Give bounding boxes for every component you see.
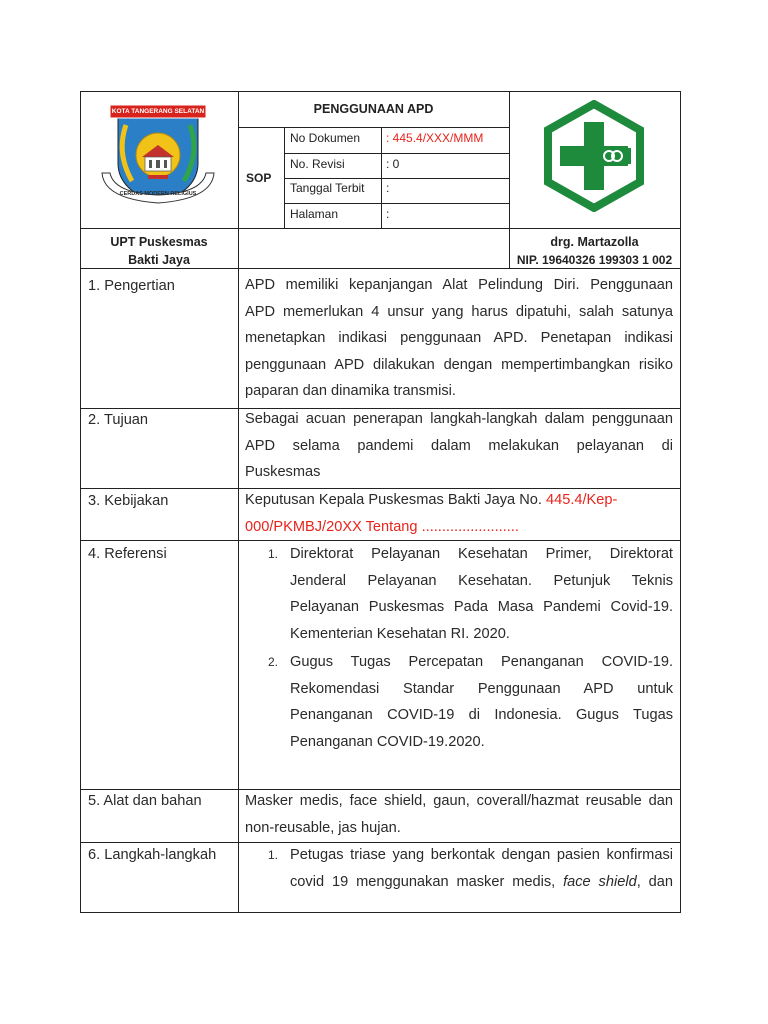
field-value-halaman: : [386, 207, 390, 221]
text-line: Puskesmas [245, 464, 321, 480]
signer-name: drg. Martazolla [550, 235, 639, 249]
text-line: paparan dan dinamika transmisi. [245, 383, 456, 399]
text-line: penggunaan APD dilakukan dengan mempertimbangkan risiko [245, 356, 673, 373]
emblem-motto-text: CERDAS MODERN RELIGIUS [119, 191, 197, 197]
reference-number-2: 2. [268, 655, 279, 669]
text-line: Petugas triase yang berkontak dengan pasien konfirmasi [290, 847, 673, 863]
section-label-kebijakan: 3. Kebijakan [88, 493, 169, 509]
text-line: Penanganan COVID-19 di Indonesia. Gugus Tugas [290, 707, 673, 723]
unit-name-line2: Bakti Jaya [128, 253, 190, 267]
policy-text: Keputusan Kepala Puskesmas Bakti Jaya No. [245, 492, 542, 508]
text-fragment: , dan [636, 873, 673, 890]
field-label-halaman: Halaman [290, 207, 339, 221]
puskesmas-logo [538, 100, 650, 212]
section-label-alat-bahan: 5. Alat dan bahan [88, 793, 202, 809]
section-label-pengertian: 1. Pengertian [88, 278, 175, 294]
text-line: APD memerlukan 4 unsur yang harus dipatuhi, salah satunya [245, 303, 673, 320]
section-label-langkah: 6. Langkah-langkah [88, 847, 217, 863]
section-label-tujuan: 2. Tujuan [88, 412, 149, 428]
text-line: Rekomendasi Standar Penggunaan APD untuk [290, 680, 673, 697]
text-line: Penanganan COVID-19.2020. [290, 733, 485, 750]
field-label-tanggal-terbit: Tanggal Terbit [290, 181, 365, 195]
text-line: Direktorat Pelayanan Kesehatan Primer, Direktorat [290, 546, 673, 562]
signer-nip: NIP. 19640326 199303 1 002 [516, 253, 673, 267]
emblem-banner-text: KOTA TANGERANG SELATAN [111, 108, 205, 115]
step-item-1 [290, 842, 673, 895]
reference-item-1 [290, 541, 673, 647]
text-line: APD memiliki kepanjangan Alat Pelindung Diri. Penggunaan [245, 277, 673, 293]
text-line: Masker medis, face shield, gaun, coverall/hazmat reusable dan [245, 793, 673, 809]
text-line: Gugus Tugas Percepatan Penanganan COVID-19. [290, 654, 673, 670]
field-value-no-revisi: : 0 [386, 157, 400, 171]
text-line: Sebagai acuan penerapan langkah-langkah dalam penggunaan [245, 411, 673, 427]
step-number-1: 1. [268, 848, 279, 862]
field-value-no-dokumen: : 445.4/XXX/MMM [386, 131, 484, 145]
text-fragment: covid 19 menggunakan masker medis, [290, 873, 556, 890]
reference-item-2 [290, 649, 673, 755]
policy-number-cont: 000/PKMBJ/20XX Tentang ........................ [245, 518, 519, 535]
reference-number-1: 1. [268, 547, 279, 561]
text-line: APD selama pandemi dalam melakukan pelayanan di [245, 437, 673, 454]
text-line: Kementerian Kesehatan RI. 2020. [290, 625, 510, 642]
field-value-tanggal-terbit: : [386, 181, 390, 195]
text-fragment-italic: face shield [563, 873, 637, 890]
section-body-alat-bahan [245, 788, 673, 841]
section-body-kebijakan [245, 487, 673, 540]
city-emblem-logo [96, 103, 220, 207]
field-label-no-revisi: No. Revisi [290, 157, 345, 171]
text-line: non-reusable, jas hujan. [245, 819, 401, 836]
section-body-pengertian [245, 272, 673, 405]
document-title: PENGGUNAAN APD [313, 102, 434, 116]
unit-name-line1: UPT Puskesmas [110, 235, 208, 249]
text-line: Pelayanan Puskesmas Pada Masa Pandemi Covid-19. [290, 599, 673, 615]
section-body-tujuan [245, 406, 673, 486]
text-line: Jenderal Pelayanan Kesehatan. Petunjuk Teknis [290, 572, 673, 589]
section-label-referensi: 4. Referensi [88, 546, 167, 562]
sop-label: SOP [246, 171, 272, 185]
text-line: menetapkan indikasi penggunaan APD. Penetapan indikasi [245, 330, 673, 346]
field-label-no-dokumen: No Dokumen [290, 131, 361, 145]
policy-number: 445.4/Kep- [545, 492, 618, 508]
